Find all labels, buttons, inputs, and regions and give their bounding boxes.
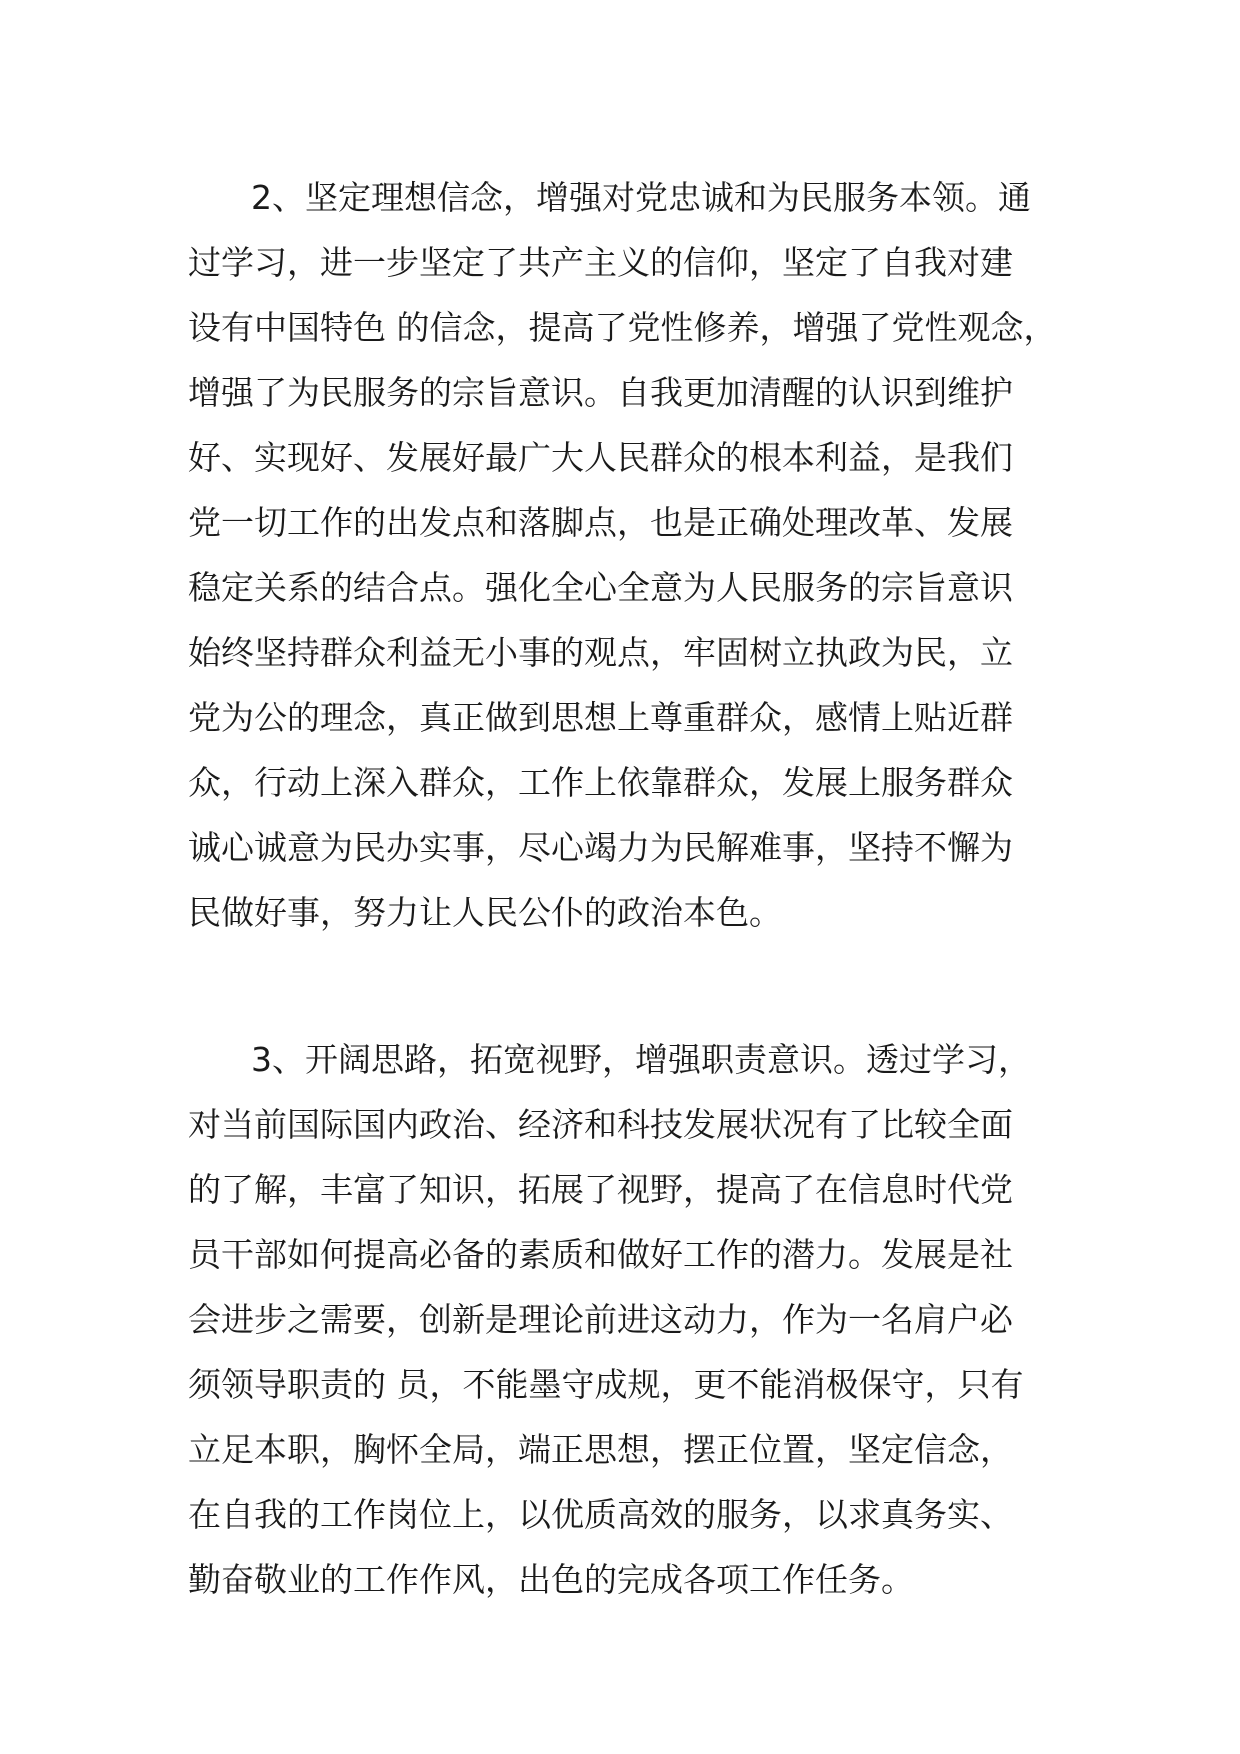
paragraph-line: 党为公的理念，真正做到思想上尊重群众，感情上贴近群 [188, 698, 1013, 737]
paragraph-line: 员干部如何提高必备的素质和做好工作的潜力。发展是社 [188, 1235, 1013, 1274]
paragraph-line: 对当前国际国内政治、经济和科技发展状况有了比较全面 [188, 1105, 1013, 1144]
paragraph-line: 诚心诚意为民办实事，尽心竭力为民解难事，坚持不懈为 [188, 828, 1013, 867]
paragraph-line: 3、开阔思路，拓宽视野，增强职责意识。透过学习， [251, 1040, 1031, 1079]
paragraph-line: 众，行动上深入群众，工作上依靠群众，发展上服务群众 [188, 763, 1013, 802]
paragraph-line: 须领导职责的 员，不能墨守成规，更不能消极保守，只有 [188, 1365, 1024, 1404]
paragraph-line: 稳定关系的结合点。强化全心全意为人民服务的宗旨意识 [188, 568, 1013, 607]
paragraph-line: 党一切工作的出发点和落脚点，也是正确处理改革、发展 [188, 503, 1013, 542]
paragraph-line: 在自我的工作岗位上，以优质高效的服务，以求真务实、 [188, 1495, 1013, 1534]
paragraph-line: 始终坚持群众利益无小事的观点，牢固树立执政为民，立 [188, 633, 1013, 672]
paragraph-ideals-and-beliefs [188, 165, 1068, 945]
paragraph-line: 勤奋敬业的工作作风，出色的完成各项工作任务。 [188, 1560, 914, 1599]
paragraph-line: 增强了为民服务的宗旨意识。自我更加清醒的认识到维护 [188, 373, 1013, 412]
paragraph-spacer [188, 945, 1068, 1027]
paragraph-line: 设有中国特色 的信念，提高了党性修养，增强了党性观念， [188, 308, 1057, 347]
paragraph-line: 的了解，丰富了知识，拓展了视野，提高了在信息时代党 [188, 1170, 1013, 1209]
document-body [188, 165, 1068, 1612]
paragraph-line: 2、坚定理想信念，增强对党忠诚和为民服务本领。通 [251, 178, 1031, 217]
paragraph-line: 民做好事，努力让人民公仆的政治本色。 [188, 893, 782, 932]
paragraph-line: 过学习，进一步坚定了共产主义的信仰，坚定了自我对建 [188, 243, 1013, 282]
paragraph-broaden-horizons [188, 1027, 1068, 1612]
paragraph-line: 会进步之需要，创新是理论前进这动力，作为一名肩户必 [188, 1300, 1013, 1339]
paragraph-line: 好、实现好、发展好最广大人民群众的根本利益，是我们 [188, 438, 1013, 477]
paragraph-line: 立足本职，胸怀全局，端正思想，摆正位置，坚定信念， [188, 1430, 1013, 1469]
